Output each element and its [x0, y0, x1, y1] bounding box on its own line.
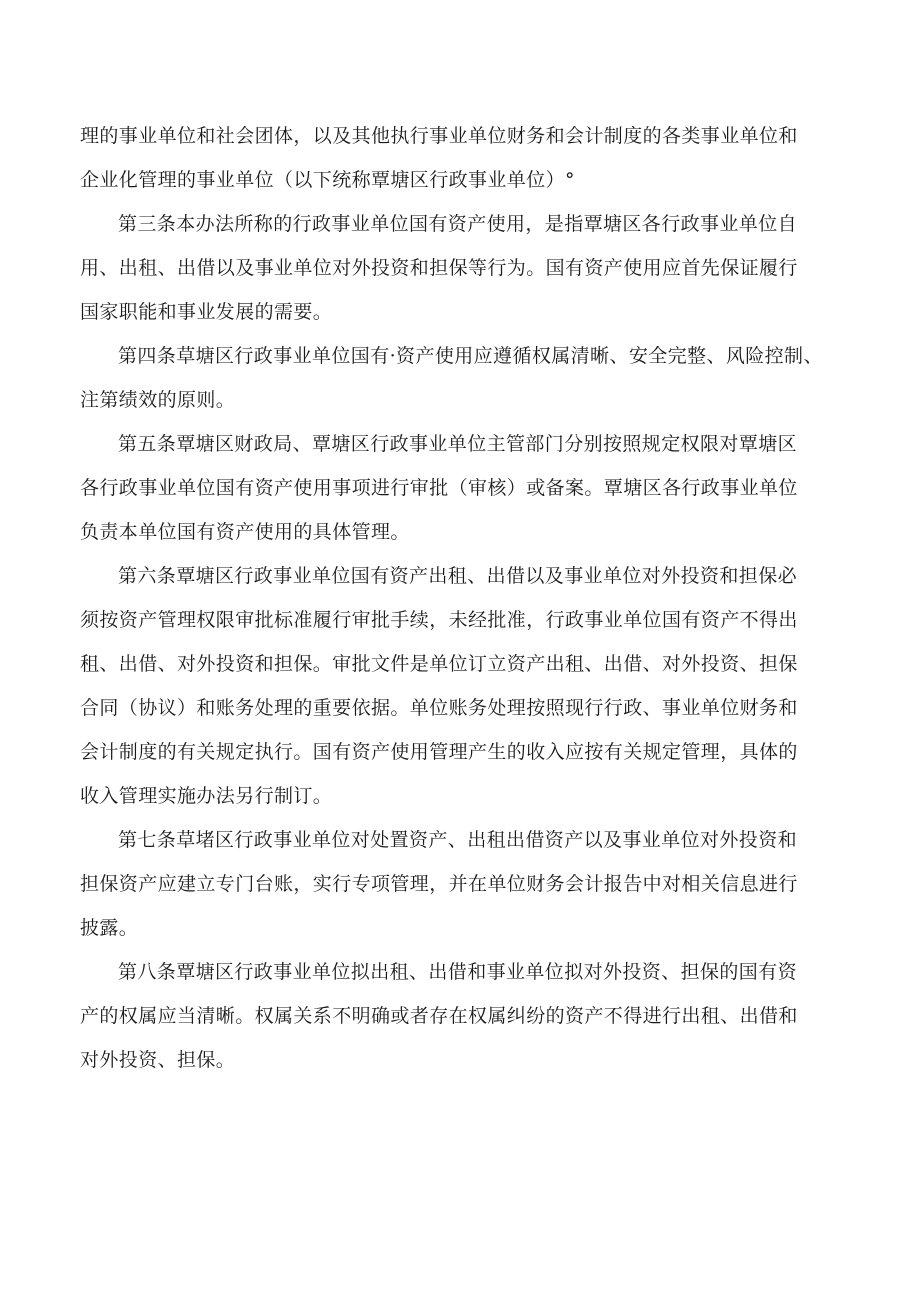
text-line: 合同（协议）和账务处理的重要依据。单位账务处理按照现行行政、事业单位财务和	[80, 697, 798, 719]
text-line: 会计制度的有关规定执行。国有资产使用管理产生的收入应按有关规定管理，具体的	[80, 741, 798, 763]
text-line: 用、出租、出借以及事业单位对外投资和担保等行为。国有资产使用应首先保证履行	[80, 257, 798, 279]
text-line: 第四条草塘区行政事业单位国有·资产使用应遵循权属清晰、安全完整、风险控制、	[118, 345, 823, 367]
text-line: 产的权属应当清晰。权属关系不明确或者存在权属纠纷的资产不得进行出租、出借和	[80, 1005, 798, 1027]
article-5-paragraph	[80, 429, 850, 547]
text-line: 第三条本办法所称的行政事业单位国有资产使用，是指覃塘区各行政事业单位自	[118, 213, 798, 235]
text-line: 第七条草堵区行政事业单位对处置资产、出租出借资产以及事业单位对外投资和	[118, 829, 798, 851]
text-line: 各行政事业单位国有资产使用事项进行审批（审核）或备案。覃塘区各行政事业单位	[80, 477, 798, 499]
text-line: 对外投资、担保。	[80, 1049, 236, 1071]
text-line: 披露。	[80, 917, 139, 939]
text-line: 负责本单位国有资产使用的具体管理。	[80, 521, 410, 543]
text-line: 企业化管理的事业单位（以下统称覃塘区行政事业单位）°	[80, 169, 575, 191]
article-7-paragraph	[80, 825, 850, 943]
text-line: 收入管理实施办法另行制订。	[80, 785, 333, 807]
text-line: 第六条覃塘区行政事业单位国有资产出租、出借以及事业单位对外投资和担保必	[118, 565, 798, 587]
text-line: 第五条覃塘区财政局、覃塘区行政事业单位主管部门分别按照规定权限对覃塘区	[118, 433, 798, 455]
text-line: 须按资产管理权限审批标准履行审批手续，未经批准，行政事业单位国有资产不得出	[80, 609, 798, 631]
text-line: 理的事业单位和社会团体，以及其他执行事业单位财务和会计制度的各类事业单位和	[80, 125, 798, 147]
text-line: 国家职能和事业发展的需要。	[80, 301, 333, 323]
text-line: 注第绩效的原则。	[80, 389, 236, 411]
text-line: 担保资产应建立专门台账，实行专项管理，并在单位财务会计报告中对相关信息进行	[80, 873, 798, 895]
text-line: 第八条覃塘区行政事业单位拟出租、出借和事业单位拟对外投资、担保的国有资	[118, 961, 798, 983]
paragraph-continuation	[80, 121, 850, 195]
article-4-paragraph	[80, 341, 850, 415]
article-6-paragraph	[80, 561, 850, 811]
text-line: 租、出借、对外投资和担保。审批文件是单位订立资产出租、出借、对外投资、担保	[80, 653, 798, 675]
document-body	[80, 121, 850, 1089]
article-8-paragraph	[80, 957, 850, 1075]
article-3-paragraph	[80, 209, 850, 327]
